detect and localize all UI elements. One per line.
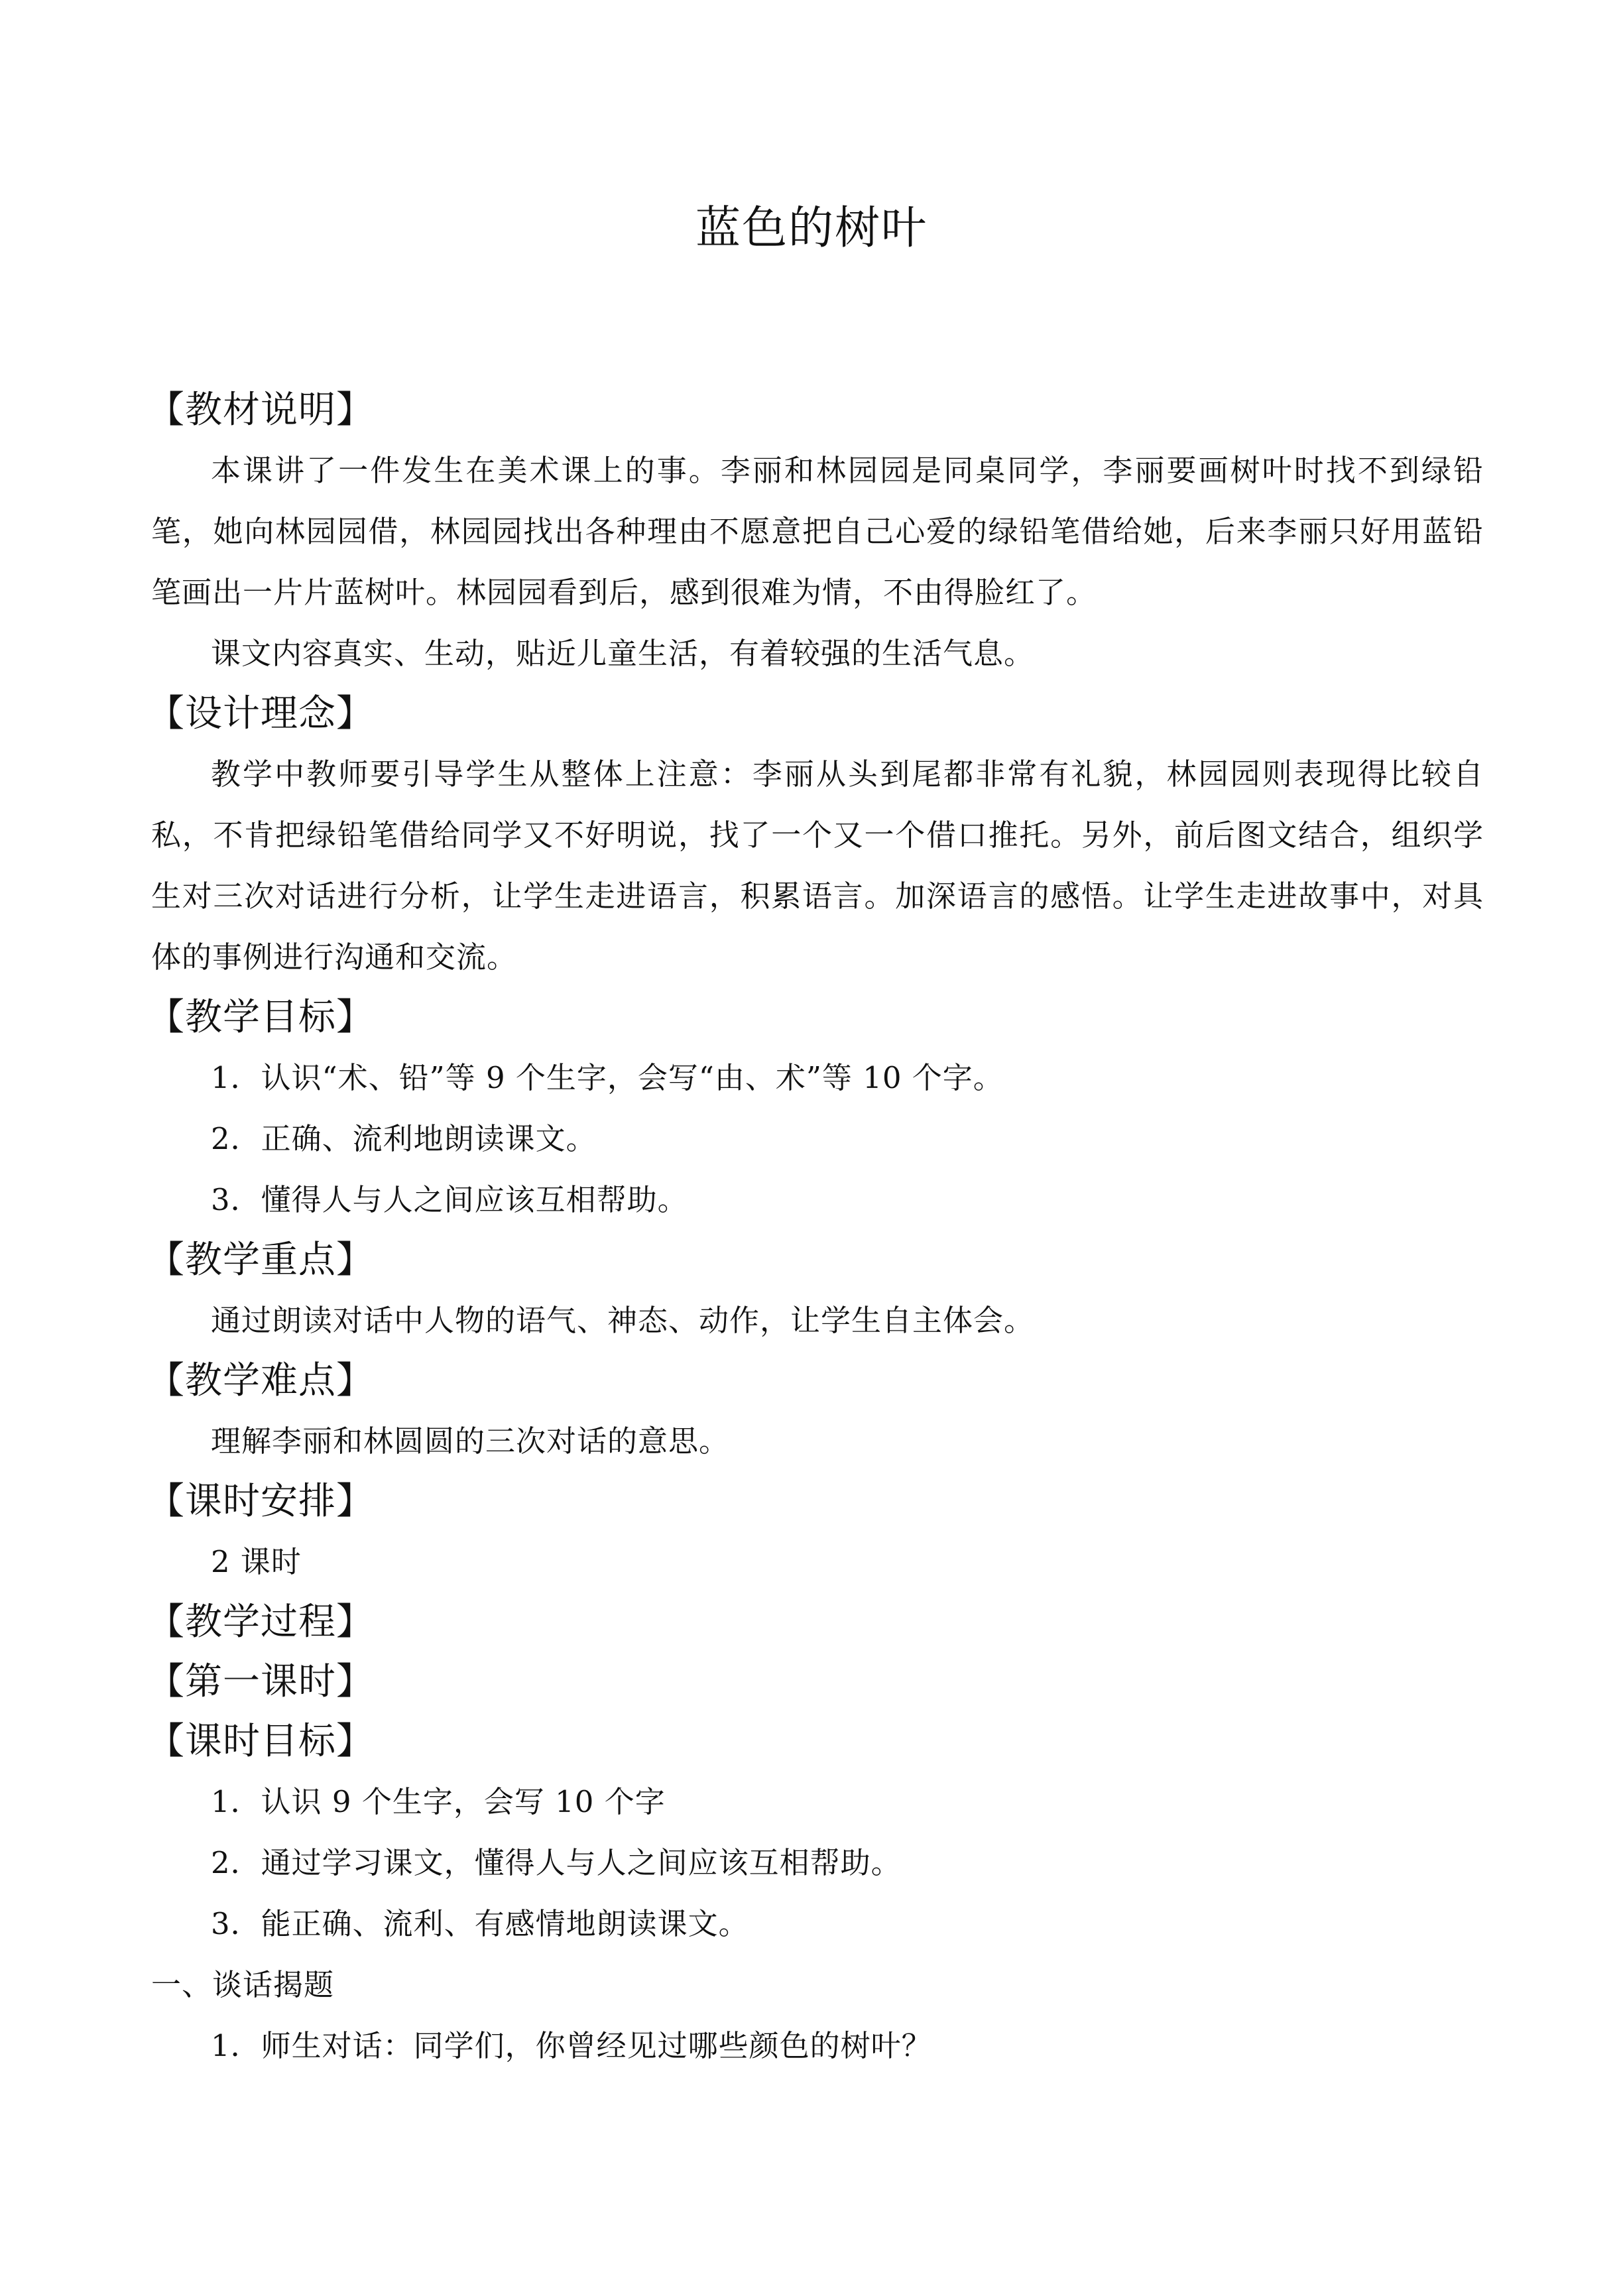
schedule-paragraph: 2 课时 bbox=[211, 1544, 302, 1579]
section-heading-process: 【教学过程】 bbox=[147, 1601, 374, 1644]
concept-paragraph: 教学中教师要引导学生从整体上注意：李丽从头到尾都非常有礼貌，林园园则表现得比较自私，不肯把绿铅笔借给同学又不好明说，找了一个又一个借口推托。另外，前后图文结合，组织学生对三次对话进行分析，让学生走进语言，积累语言。加深语言的感悟。让学生走进故事中，对具体的事例进行沟通和交流。 bbox=[151, 756, 1484, 975]
section-heading-focus: 【教学重点】 bbox=[147, 1239, 374, 1282]
material-paragraph-1: 本课讲了一件发生在美术课上的事。李丽和林园园是同桌同学，李丽要画树叶时找不到绿铅笔，她向林园园借，林园园找出各种理由不愿意把自己心爱的绿铅笔借给她，后来李丽只好用蓝铅笔画出一片片蓝树叶。林园园看到后，感到很难为情，不由得脸红了。 bbox=[151, 453, 1484, 610]
section-heading-goals: 【教学目标】 bbox=[147, 996, 374, 1039]
section-heading-lesson1: 【第一课时】 bbox=[147, 1660, 374, 1703]
section-heading-material: 【教材说明】 bbox=[147, 389, 374, 432]
lesson-goal-item-1: 1．认识 9 个生字，会写 10 个字 bbox=[211, 1784, 666, 1819]
lesson-goal-item-3: 3．能正确、流利、有感情地朗读课文。 bbox=[211, 1906, 749, 1941]
goal-item-2: 2．正确、流利地朗读课文。 bbox=[211, 1121, 597, 1156]
page-title: 蓝色的树叶 bbox=[695, 202, 928, 255]
step-1-item-1: 1．师生对话：同学们，你曾经见过哪些颜色的树叶？ bbox=[211, 2028, 932, 2063]
section-heading-schedule: 【课时安排】 bbox=[147, 1480, 374, 1523]
goal-item-1: 1．认识“术、铅”等 9 个生字，会写“由、术”等 10 个字。 bbox=[211, 1060, 1004, 1095]
lesson-goal-item-2: 2．通过学习课文，懂得人与人之间应该互相帮助。 bbox=[211, 1845, 902, 1880]
section-heading-concept: 【设计理念】 bbox=[147, 692, 374, 735]
goal-item-3: 3．懂得人与人之间应该互相帮助。 bbox=[211, 1182, 688, 1217]
difficulty-paragraph: 理解李丽和林圆圆的三次对话的意思。 bbox=[211, 1423, 730, 1459]
step-heading-1: 一、谈话揭题 bbox=[151, 1967, 335, 2002]
section-heading-difficulty: 【教学难点】 bbox=[147, 1359, 374, 1402]
document-body bbox=[147, 381, 1484, 2077]
material-paragraph-2: 课文内容真实、生动，贴近儿童生活，有着较强的生活气息。 bbox=[211, 636, 1035, 671]
focus-paragraph: 通过朗读对话中人物的语气、神态、动作，让学生自主体会。 bbox=[211, 1303, 1035, 1338]
section-heading-lesson-goals: 【课时目标】 bbox=[147, 1720, 374, 1763]
